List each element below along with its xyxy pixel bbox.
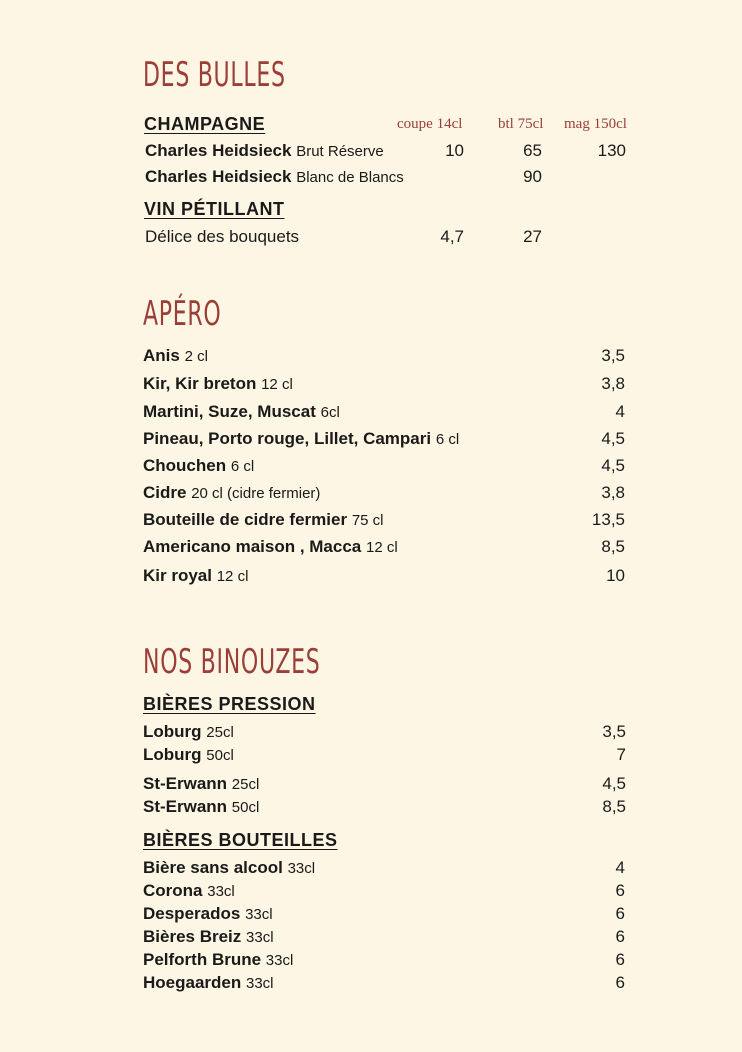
subsection-champagne: CHAMPAGNE bbox=[144, 114, 266, 134]
subsection-vin-petillant: VIN PÉTILLANT bbox=[144, 199, 285, 219]
item-price: 13,5 bbox=[591, 510, 625, 529]
item-name: Kir, Kir breton bbox=[143, 374, 257, 393]
menu-item bbox=[143, 950, 293, 970]
item-price: 3,5 bbox=[601, 346, 625, 365]
item-name: Cidre bbox=[143, 483, 187, 502]
item-price: 6 bbox=[615, 927, 625, 946]
price-btl: 65 bbox=[523, 141, 542, 160]
item-detail: 25cl bbox=[231, 776, 260, 793]
item-price: 4,5 bbox=[602, 774, 626, 793]
item-detail: 50cl bbox=[206, 747, 234, 764]
subsection-bieres-pression: BIÈRES PRESSION bbox=[143, 694, 316, 714]
menu-item bbox=[143, 797, 259, 817]
menu-item bbox=[143, 904, 273, 924]
item-name: Desperados bbox=[143, 904, 241, 923]
item-name: St-Erwann bbox=[143, 774, 228, 793]
menu-item bbox=[143, 402, 340, 422]
menu-item bbox=[143, 774, 259, 794]
subsection-bieres-bouteilles: BIÈRES BOUTEILLES bbox=[143, 830, 338, 850]
column-header-btl: btl 75cl bbox=[498, 116, 544, 132]
menu-item bbox=[143, 510, 384, 530]
item-name: Charles Heidsieck bbox=[145, 167, 292, 186]
menu-item bbox=[143, 537, 398, 557]
item-name: Pelforth Brune bbox=[143, 950, 262, 969]
menu-item bbox=[143, 374, 293, 394]
item-price: 4 bbox=[615, 402, 625, 421]
item-name: St-Erwann bbox=[143, 797, 228, 816]
item-price: 3,8 bbox=[601, 483, 625, 502]
item-price: 6 bbox=[615, 973, 625, 992]
item-name: Corona bbox=[143, 881, 203, 900]
menu-item bbox=[143, 346, 208, 366]
item-name: Loburg bbox=[143, 722, 202, 741]
item-price: 8,5 bbox=[601, 537, 625, 556]
item-detail: 2 cl bbox=[184, 348, 208, 365]
petillant-item bbox=[145, 227, 299, 247]
item-detail: 75 cl bbox=[351, 512, 384, 529]
price-mag: 130 bbox=[597, 141, 626, 160]
item-detail: 25cl bbox=[206, 724, 234, 741]
item-detail: 6cl bbox=[320, 404, 340, 421]
menu-item bbox=[143, 722, 234, 742]
item-name: Kir royal bbox=[143, 566, 212, 585]
item-detail: 20 cl (cidre fermier) bbox=[191, 485, 321, 502]
price-btl: 27 bbox=[523, 227, 542, 246]
item-detail: 33cl bbox=[245, 975, 274, 992]
item-detail: 33cl bbox=[246, 929, 274, 946]
menu-item bbox=[143, 745, 234, 765]
item-detail: 33cl bbox=[245, 906, 273, 923]
item-price: 6 bbox=[615, 904, 625, 923]
section-title-bulles: DES BULLES bbox=[143, 55, 286, 95]
item-price: 10 bbox=[606, 566, 625, 585]
column-header-mag: mag 150cl bbox=[564, 116, 627, 132]
item-price: 6 bbox=[615, 881, 625, 900]
price-btl: 90 bbox=[523, 167, 542, 186]
menu-item bbox=[143, 456, 254, 476]
item-name: Hoegaarden bbox=[143, 973, 242, 992]
champagne-item bbox=[145, 167, 404, 187]
item-detail: Brut Réserve bbox=[296, 143, 384, 160]
item-name: Americano maison , Macca bbox=[143, 537, 362, 556]
item-detail: 6 cl bbox=[230, 458, 255, 475]
item-detail: 50cl bbox=[231, 799, 260, 816]
item-detail: 33cl bbox=[287, 860, 316, 877]
item-price: 4 bbox=[615, 858, 625, 877]
item-price: 7 bbox=[616, 745, 626, 764]
menu-item bbox=[143, 429, 459, 449]
item-name: Loburg bbox=[143, 745, 202, 764]
item-detail: 6 cl bbox=[435, 431, 460, 448]
item-detail: 12 cl bbox=[261, 376, 293, 393]
item-name: Bières Breiz bbox=[143, 927, 242, 946]
item-name: Bière sans alcool bbox=[143, 858, 283, 877]
item-name: Délice des bouquets bbox=[145, 227, 300, 246]
item-name: Anis bbox=[143, 346, 180, 365]
item-detail: 12 cl bbox=[366, 539, 398, 556]
item-name: Chouchen bbox=[143, 456, 227, 475]
item-name: Charles Heidsieck bbox=[145, 141, 292, 160]
menu-item bbox=[143, 483, 320, 503]
item-detail: 33cl bbox=[207, 883, 235, 900]
item-price: 4,5 bbox=[601, 456, 625, 475]
item-name: Pineau, Porto rouge, Lillet, Campari bbox=[143, 429, 432, 448]
item-name: Martini, Suze, Muscat bbox=[143, 402, 316, 421]
item-name: Bouteille de cidre fermier bbox=[143, 510, 348, 529]
menu-item bbox=[143, 566, 248, 586]
price-coupe: 4,7 bbox=[440, 227, 464, 246]
item-price: 3,8 bbox=[601, 374, 625, 393]
menu-item bbox=[143, 881, 235, 901]
menu-item bbox=[143, 973, 274, 993]
item-price: 8,5 bbox=[602, 797, 626, 816]
item-detail: Blanc de Blancs bbox=[296, 169, 404, 186]
champagne-item bbox=[145, 141, 384, 161]
section-title-apero: APÉRO bbox=[143, 294, 222, 334]
item-price: 3,5 bbox=[602, 722, 626, 741]
item-detail: 12 cl bbox=[216, 568, 249, 585]
menu-item bbox=[143, 858, 315, 878]
item-price: 4,5 bbox=[601, 429, 625, 448]
price-coupe: 10 bbox=[445, 141, 464, 160]
section-title-binouzes: NOS BINOUZES bbox=[143, 642, 321, 682]
item-detail: 33cl bbox=[265, 952, 294, 969]
menu-item bbox=[143, 927, 274, 947]
item-price: 6 bbox=[615, 950, 625, 969]
column-header-coupe: coupe 14cl bbox=[397, 116, 463, 132]
